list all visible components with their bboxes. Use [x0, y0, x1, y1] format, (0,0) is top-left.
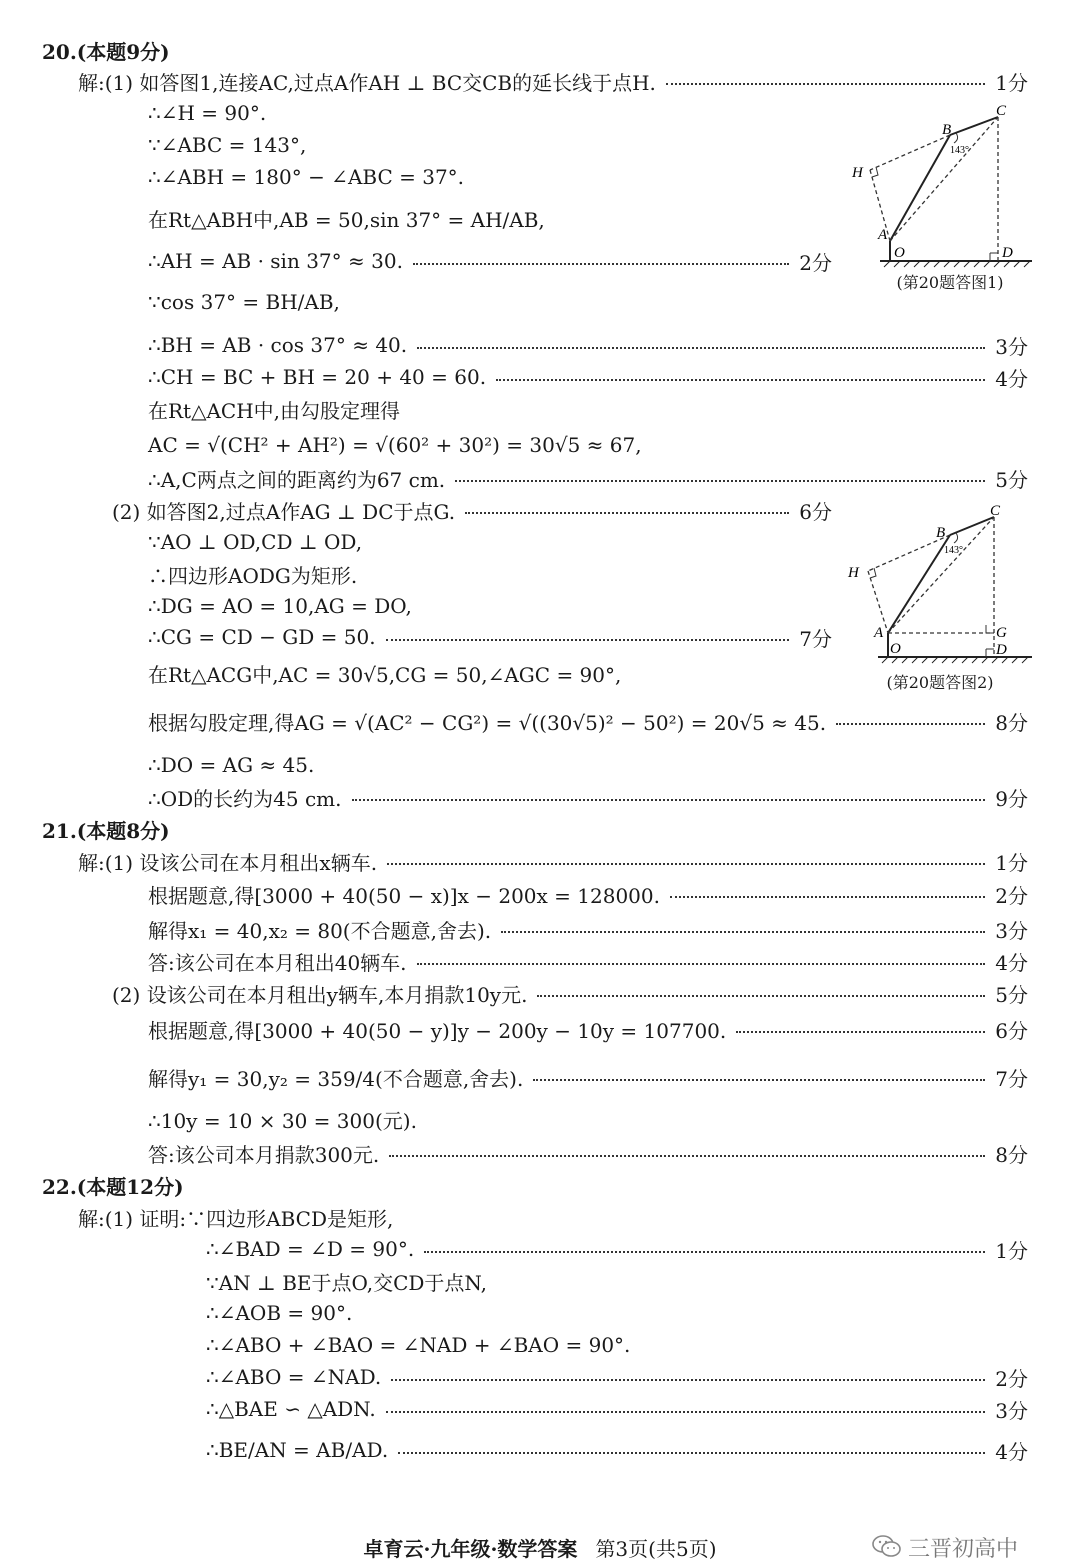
point-label: G [996, 625, 1007, 641]
point-label: O [890, 641, 901, 657]
solution-line: ∴DO = AG ≈ 45. [148, 753, 315, 777]
wechat-icon [872, 1534, 902, 1560]
solution-line: ∴10y = 10 × 30 = 300(元). [148, 1108, 417, 1133]
solution-line: ∴AH = AB · sin 37° ≈ 30. 2分 [148, 249, 832, 275]
page-number: 第3页(共5页) [595, 1536, 717, 1561]
solution-line: ∴∠ABO = ∠NAD. 2分 [206, 1365, 1028, 1391]
solution-line: ∵AO ⊥ OD,CD ⊥ OD, [148, 530, 363, 554]
solution-line: ∴∠BAD = ∠D = 90°. 1分 [206, 1237, 1028, 1263]
solution-line: ∵AN ⊥ BE于点O,交CD于点N, [206, 1270, 487, 1295]
solution-line: ∴CG = CD − GD = 50. 7分 [148, 625, 832, 651]
point-label: C [990, 503, 1001, 519]
solution-line: 在Rt△ACH中,由勾股定理得 [148, 398, 401, 423]
solution-line: ∴∠AOB = 90°. [206, 1301, 353, 1325]
point-label: D [996, 642, 1007, 658]
solution-line: 解:(1) 如答图1,连接AC,过点A作AH ⊥ BC交CB的延长线于点H. 1分 [78, 70, 1028, 95]
solution-line: ∴A,C两点之间的距离约为67 cm. 5分 [148, 467, 1028, 492]
solution-line: 解得y₁ = 30,y₂ = 359/4(不合题意,舍去). 7分 [148, 1066, 1028, 1091]
problem-title: 20.(本题9分) [42, 39, 170, 64]
solution-line: 根据题意,得[3000 + 40(50 − y)]y − 200y − 10y = 107700. 6分 [148, 1018, 1028, 1043]
solution-line: 根据勾股定理,得AG = √(AC² − CG²) = √((30√5)² − 50²) = 20√5 ≈ 45. 8分 [148, 710, 1028, 735]
solution-line: ∴DG = AO = 10,AG = DO, [148, 594, 412, 618]
solution-line: ∴△BAE ∽ △ADN. 3分 [206, 1397, 1028, 1423]
geometry-figure-1 [840, 95, 1040, 270]
footer-title: 卓育云·九年级·数学答案 [363, 1536, 578, 1561]
solution-line: ∴BH = AB · cos 37° ≈ 40. 3分 [148, 333, 1028, 359]
solution-line: 答:该公司本月捐款300元. 8分 [148, 1142, 1028, 1167]
point-label: B [936, 525, 946, 541]
figure-caption: (第20题答图1) [896, 273, 1004, 292]
problem-title: 21.(本题8分) [42, 818, 170, 843]
solution-line: ∴∠H = 90°. [148, 101, 267, 125]
solution-line: ∵∠ABC = 143°, [148, 133, 307, 157]
solution-line: ∴OD的长约为45 cm. 9分 [148, 786, 1028, 811]
solution-line: 根据题意,得[3000 + 40(50 − x)]x − 200x = 128000. 2分 [148, 883, 1028, 908]
point-label: B [942, 122, 952, 138]
solution-line: ∴BE/AN = AB/AD. 4分 [206, 1438, 1028, 1464]
watermark-text: 三晋初高中 [908, 1536, 1019, 1562]
solution-line: ∴四边形AODG为矩形. [148, 563, 358, 588]
solution-line: 解:(1) 证明:∵四边形ABCD是矩形, [78, 1206, 394, 1231]
figure-caption: (第20题答图2) [886, 673, 994, 692]
solution-line: ∴CH = BC + BH = 20 + 40 = 60. 4分 [148, 365, 1028, 391]
solution-line: 在Rt△ABH中,AB = 50,sin 37° = AH/AB, [148, 207, 545, 232]
watermark [872, 1530, 1018, 1564]
solution-line: 解:(1) 设该公司在本月租出x辆车. 1分 [78, 850, 1028, 875]
solution-line: ∵cos 37° = BH/AB, [148, 290, 340, 314]
solution-line: 在Rt△ACG中,AC = 30√5,CG = 50,∠AGC = 90°, [148, 662, 622, 687]
point-label: A [878, 227, 888, 243]
point-label: O [894, 245, 905, 261]
solution-line: 答:该公司在本月租出40辆车. 4分 [148, 950, 1028, 975]
point-label: D [1002, 245, 1013, 261]
point-label: H [848, 565, 859, 581]
solution-line: (2) 设该公司在本月租出y辆车,本月捐款10y元. 5分 [112, 982, 1028, 1007]
solution-line: (2) 如答图2,过点A作AG ⊥ DC于点G. 6分 [112, 499, 832, 524]
geometry-figure-2 [840, 495, 1040, 667]
angle-label: 143° [944, 545, 963, 556]
point-label: C [996, 103, 1007, 119]
solution-line: ∴∠ABH = 180° − ∠ABC = 37°. [148, 165, 465, 189]
solution-line: AC = √(CH² + AH²) = √(60² + 30²) = 30√5 ≈ 67, [148, 433, 642, 457]
point-label: H [852, 165, 863, 181]
solution-line: 解得x₁ = 40,x₂ = 80(不合题意,舍去). 3分 [148, 918, 1028, 943]
point-label: A [874, 625, 884, 641]
problem-title: 22.(本题12分) [42, 1174, 184, 1199]
angle-label: 143° [950, 145, 969, 156]
solution-line: ∴∠ABO + ∠BAO = ∠NAD + ∠BAO = 90°. [206, 1333, 631, 1357]
